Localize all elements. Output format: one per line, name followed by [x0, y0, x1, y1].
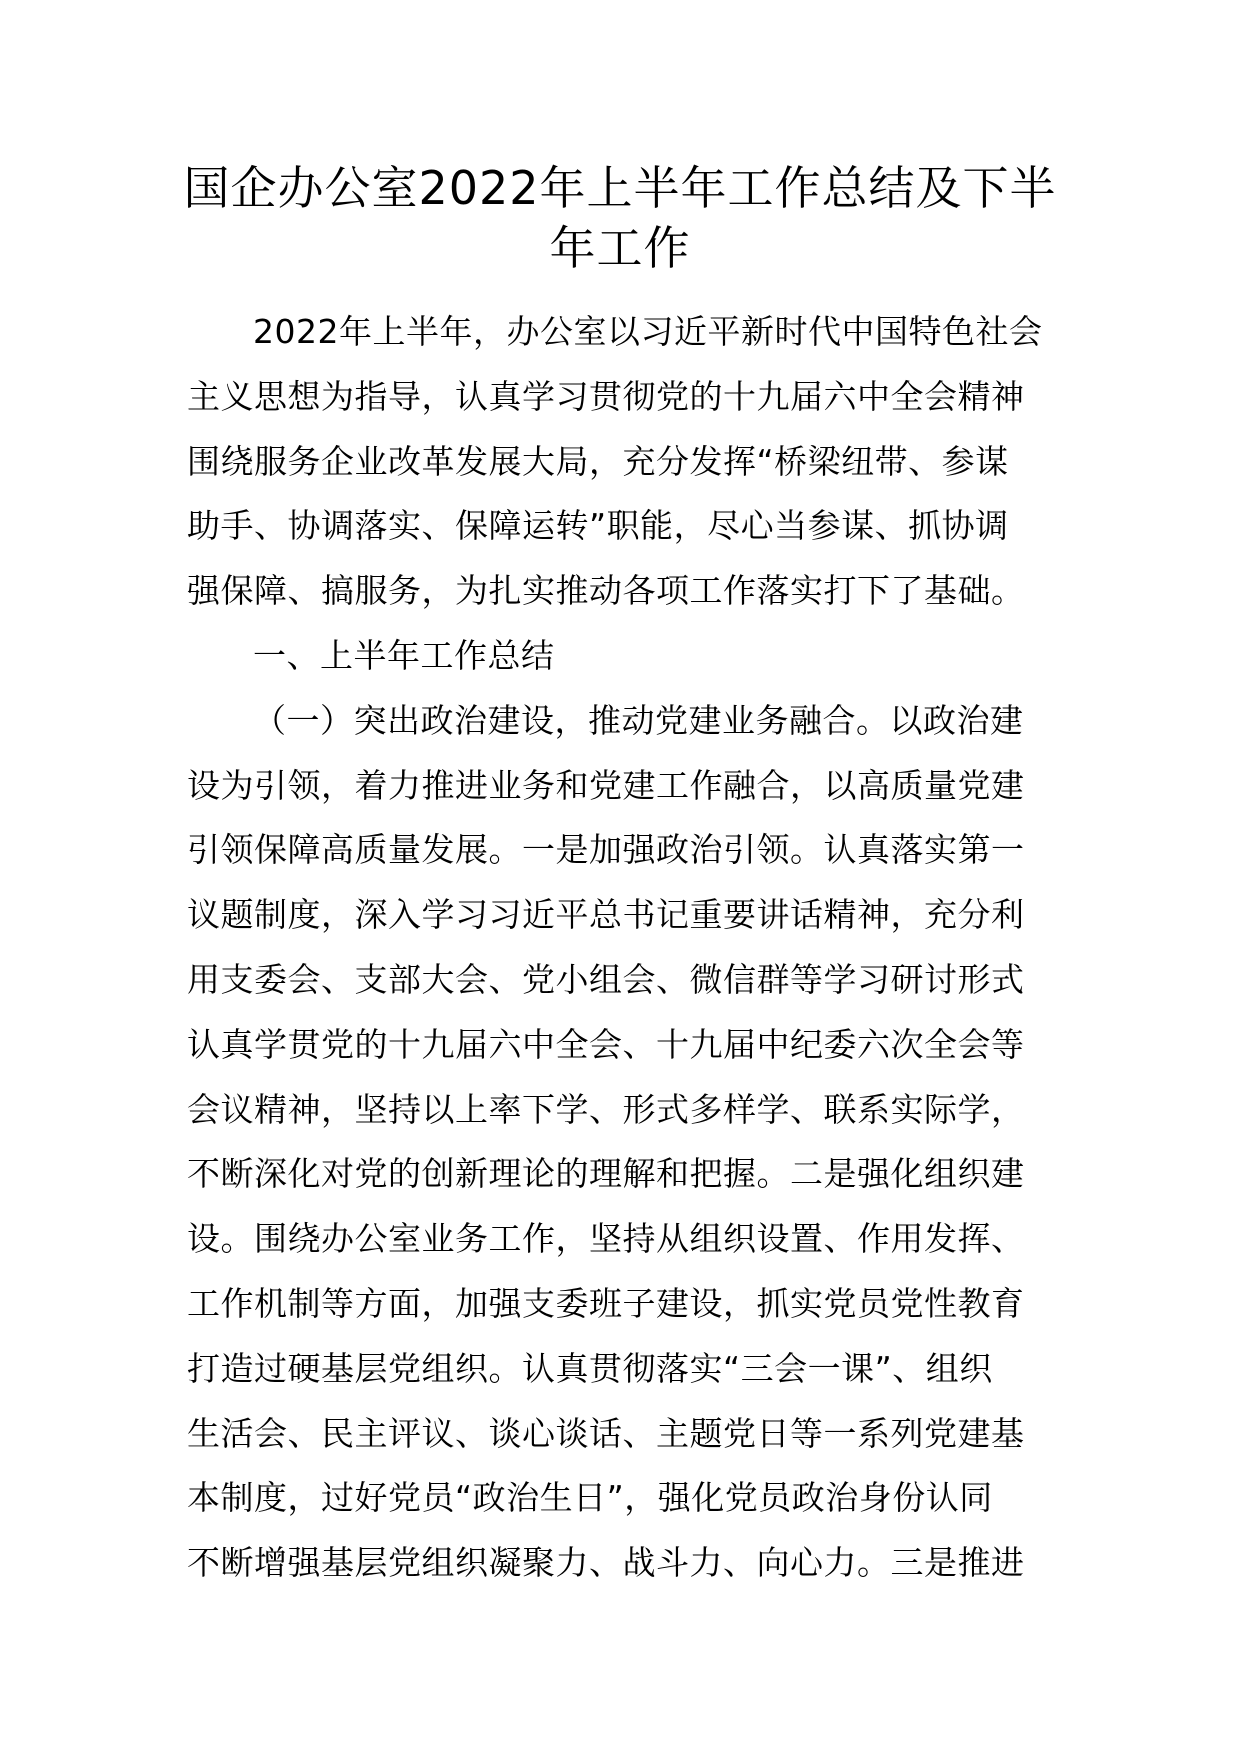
paragraph-line: 打造过硬基层党组织。认真贯彻落实“三会一课”、组织: [187, 1348, 993, 1388]
paragraph-line: 引领保障高质量发展。一是加强政治引领。认真落实第一: [187, 830, 1025, 870]
document-body: [187, 300, 1057, 1596]
paragraph-line: 认真学贯党的十九届六中全会、十九届中纪委六次全会等: [187, 1024, 1025, 1064]
section-heading: 一、上半年工作总结: [253, 635, 555, 675]
paragraph-line: 不断增强基层党组织凝聚力、战斗力、向心力。三是推进: [187, 1543, 1025, 1583]
title-line-1: 国企办公室2022年上半年工作总结及下半: [183, 161, 1057, 215]
document-title: [150, 158, 1090, 278]
paragraph-line: 本制度，过好党员“政治生日”，强化党员政治身份认同: [187, 1478, 993, 1518]
paragraph-line: 会议精神，坚持以上率下学、形式多样学、联系实际学，: [187, 1089, 1025, 1129]
paragraph-line: 主义思想为指导，认真学习贯彻党的十九届六中全会精神: [187, 376, 1025, 416]
paragraph-line: 围绕服务企业改革发展大局，充分发挥“桥梁纽带、参谋: [187, 441, 1009, 481]
paragraph-line: 2022年上半年，办公室以习近平新时代中国特色社会: [253, 312, 1043, 351]
title-line-2: 年工作: [549, 221, 691, 275]
paragraph-line: 议题制度，深入学习习近平总书记重要讲话精神，充分利: [187, 895, 1025, 935]
subsection-heading-line: （一）突出政治建设，推动党建业务融合。以政治建: [253, 700, 1024, 740]
paragraph-line: 设。围绕办公室业务工作，坚持从组织设置、作用发挥、: [187, 1219, 1025, 1259]
paragraph-line: 不断深化对党的创新理论的理解和把握。二是强化组织建: [187, 1154, 1025, 1194]
paragraph-line: 强保障、搞服务，为扎实推动各项工作落实打下了基础。: [187, 571, 1025, 611]
paragraph-line: 设为引领，着力推进业务和党建工作融合，以高质量党建: [187, 765, 1025, 805]
paragraph-line: 生活会、民主评议、谈心谈话、主题党日等一系列党建基: [187, 1413, 1025, 1453]
paragraph-line: 助手、协调落实、保障运转”职能，尽心当参谋、抓协调: [187, 506, 1009, 546]
paragraph-line: 用支委会、支部大会、党小组会、微信群等学习研讨形式: [187, 959, 1025, 999]
paragraph-line: 工作机制等方面，加强支委班子建设，抓实党员党性教育: [187, 1283, 1025, 1323]
